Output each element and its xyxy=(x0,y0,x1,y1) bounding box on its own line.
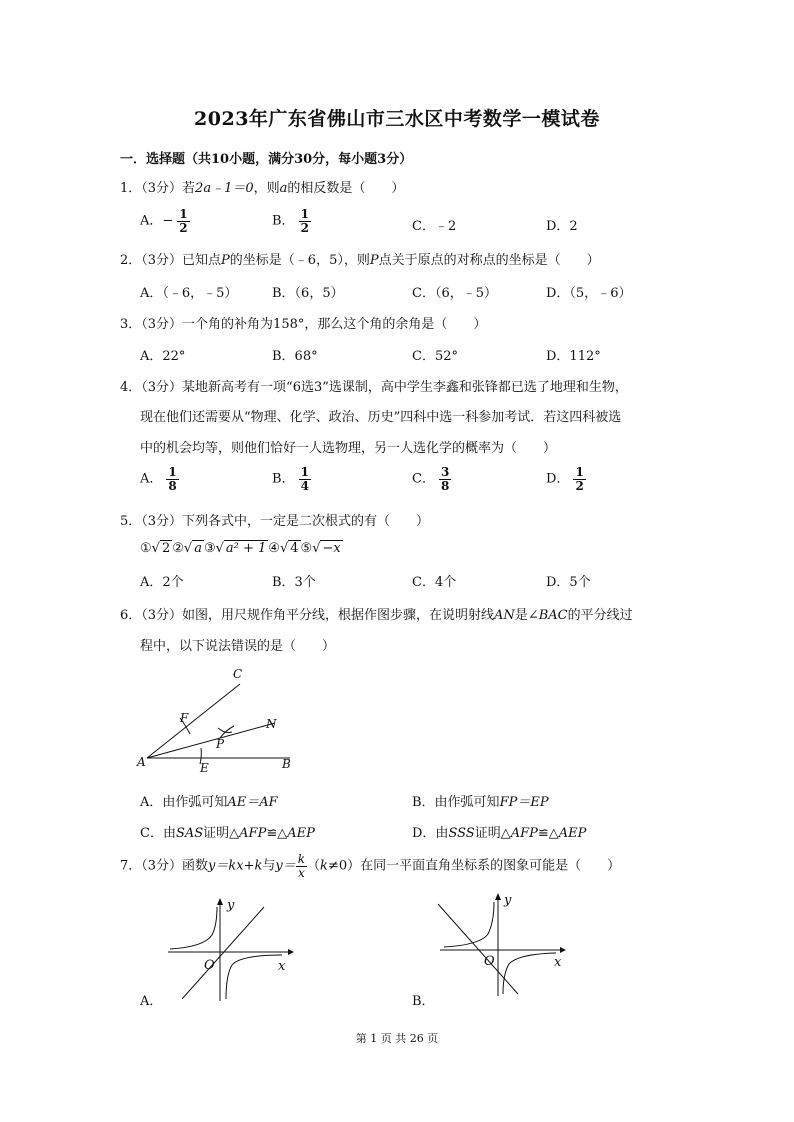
point-p: P xyxy=(221,253,230,268)
option-text: 证明△ xyxy=(474,826,511,841)
denominator: 2 xyxy=(575,478,584,493)
graph-option-a xyxy=(160,895,295,1005)
q4-option-d xyxy=(546,466,586,492)
constant-k: k xyxy=(320,858,328,874)
q1-text: ，则 xyxy=(253,181,280,196)
q1-variable: a xyxy=(279,181,288,196)
q5-option-a: A．2个 xyxy=(140,575,184,590)
numerator: 1 xyxy=(300,465,309,479)
ray-an-line xyxy=(147,723,275,758)
fraction xyxy=(166,466,178,492)
hyperbola-branch-upper-left xyxy=(444,902,494,947)
q5-expression-list: ①√ 2 ②√ a ③√ a² + 1 ④√ 4 ⑤√ −x xyxy=(140,541,341,556)
question-4-line-3: 中的机会均等，则他们恰好一人选物理，另一人选化学的概率为（ ） xyxy=(140,441,557,456)
option-text: A．由作弧可知 xyxy=(140,795,228,810)
denominator: 8 xyxy=(440,478,450,493)
minus-sign: − xyxy=(162,213,174,229)
page-title: 2023年广东省佛山市三水区中考数学一模试卷 xyxy=(194,108,600,130)
linear-graph xyxy=(438,904,518,994)
q6-text: 6．（3分）如图，用尺规作角平分线，根据作图步骤，在说明射线 xyxy=(120,608,495,623)
denominator: 8 xyxy=(168,478,177,493)
option-formula: AEP xyxy=(558,826,587,841)
option-formula: SSS xyxy=(448,826,475,841)
q3-option-d: D．112° xyxy=(546,349,601,364)
q2-text: 2．（3分）已知点 xyxy=(120,253,222,268)
numerator: 1 xyxy=(300,207,309,221)
label-e: E xyxy=(200,761,209,775)
label-f: F xyxy=(180,711,189,725)
option-label: C． xyxy=(412,471,435,487)
section-heading: 一．选择题（共10小题，满分30分，每小题3分） xyxy=(120,152,413,167)
x-axis-arrow xyxy=(560,947,566,953)
q7-text: 7．（3分）函数 xyxy=(120,858,209,874)
option-formula: AFP xyxy=(510,826,538,841)
q3-option-b: B．68° xyxy=(272,349,318,364)
circled-number: ③ xyxy=(203,541,216,556)
point-p: P xyxy=(369,253,379,268)
y-label: y xyxy=(504,893,512,908)
question-7-stem xyxy=(120,853,620,879)
q1-text: 1．（3分）若 xyxy=(120,181,196,196)
question-6-line-2: 程中，以下说法错误的是（ ） xyxy=(140,639,336,654)
numerator: 1 xyxy=(168,465,177,479)
linear-graph xyxy=(182,907,264,999)
q6-option-c xyxy=(140,822,315,841)
option-text: D．由 xyxy=(412,826,449,841)
q6-text: 的平分线过 xyxy=(567,608,633,623)
ray-an: AN xyxy=(494,608,515,623)
question-4-line-2: 现在他们还需要从“物理、化学、政治、历史”四科中选一科参加考试．若这四科被选 xyxy=(140,410,622,425)
q5-option-c: C．4个 xyxy=(412,575,457,590)
x-label: x xyxy=(554,955,562,970)
graph-option-b xyxy=(432,890,572,1000)
q2-option-d: D．（5，﹣6） xyxy=(546,286,632,301)
option-label: A． xyxy=(140,471,163,487)
label-p: P xyxy=(216,737,225,751)
label-n: N xyxy=(266,717,277,731)
q1-option-b xyxy=(272,208,311,234)
option-formula: SAS xyxy=(175,826,204,841)
denominator: x xyxy=(298,865,305,880)
question-2-stem xyxy=(120,249,600,268)
radicand: 4 xyxy=(290,541,299,556)
option-label: B． xyxy=(272,213,295,229)
numerator: 1 xyxy=(179,207,188,221)
fraction xyxy=(299,466,311,492)
q7-option-a: A． xyxy=(140,994,163,1009)
y-label: y xyxy=(227,898,235,913)
option-text: ≌△ xyxy=(537,826,559,841)
linear-function: y＝kx+k xyxy=(208,858,263,874)
inverse-function: y＝ xyxy=(275,858,296,874)
fraction xyxy=(296,853,307,879)
hyperbola-branch-upper-left xyxy=(170,907,217,949)
denominator: 4 xyxy=(300,478,309,493)
ray-ac xyxy=(147,684,240,758)
q4-option-c xyxy=(412,466,451,492)
numerator: k xyxy=(297,852,306,866)
q2-option-c: C．（6，﹣5） xyxy=(412,286,497,301)
q1-text: 的相反数是（ ） xyxy=(287,181,405,196)
q1-option-a xyxy=(140,208,190,234)
question-3-stem: 3．（3分）一个角的补角为158°，那么这个角的余角是（ ） xyxy=(120,317,487,332)
fraction xyxy=(177,208,189,234)
circled-number: ② xyxy=(172,541,184,556)
question-4-line-1: 4．（3分）某地新高考有一项“6选3”选课制，高中学生李鑫和张锋都已选了地理和生物， xyxy=(120,380,628,395)
denominator: 2 xyxy=(300,220,309,235)
angle-bisector-figure xyxy=(130,660,310,780)
page-footer: 第 1 页 共 26 页 xyxy=(355,1032,439,1045)
option-label: D． xyxy=(546,471,570,487)
q1-option-c: C．﹣2 xyxy=(412,219,457,234)
q3-option-c: C．52° xyxy=(412,349,458,364)
q7-option-b: B． xyxy=(412,994,435,1009)
q6-option-b xyxy=(412,791,549,810)
angle-bac: BAC xyxy=(538,608,568,623)
hyperbola-branch-lower-right xyxy=(503,953,556,994)
q6-option-d xyxy=(412,822,586,841)
option-label: B． xyxy=(272,471,295,487)
origin-label: O xyxy=(204,958,215,973)
fraction xyxy=(439,466,451,492)
q2-text: 的坐标是（﹣6，5），则 xyxy=(229,253,370,268)
question-6-line-1 xyxy=(120,604,633,623)
origin-label: O xyxy=(484,954,495,969)
label-c: C xyxy=(233,667,243,681)
option-formula: AE＝AF xyxy=(227,795,278,810)
q2-text: 点关于原点的对称点的坐标是（ ） xyxy=(378,253,600,268)
option-label: A． xyxy=(140,213,163,229)
y-axis-arrow xyxy=(495,893,501,900)
hyperbola-branch-lower-right xyxy=(226,955,282,999)
q7-text: （ xyxy=(307,858,321,874)
q6-option-a xyxy=(140,791,278,810)
q1-option-d: D．2 xyxy=(546,219,578,234)
q3-option-a: A．22° xyxy=(140,349,186,364)
x-label: x xyxy=(278,959,286,974)
numerator: 3 xyxy=(440,465,450,479)
option-text: ≌△ xyxy=(266,826,288,841)
q5-option-d: D．5个 xyxy=(546,575,591,590)
q2-option-a: A．（﹣6，﹣5） xyxy=(140,286,238,301)
radicand: −x xyxy=(322,541,341,556)
fraction xyxy=(573,466,585,492)
question-5-stem: 5．（3分）下列各式中，一定是二次根式的有（ ） xyxy=(120,514,430,529)
label-b: B xyxy=(282,757,291,771)
option-text: B．由作弧可知 xyxy=(412,795,500,810)
option-formula: AFP xyxy=(239,826,267,841)
option-text: 证明△ xyxy=(203,826,240,841)
denominator: 2 xyxy=(179,220,188,235)
q5-option-b: B．3个 xyxy=(272,575,316,590)
q4-option-a xyxy=(140,466,179,492)
option-formula: FP＝EP xyxy=(499,795,549,810)
circled-number: ④ xyxy=(268,541,280,556)
q6-text: 是∠ xyxy=(514,608,539,623)
radicand: a xyxy=(194,541,202,556)
radicand: 2 xyxy=(161,541,171,556)
question-1-stem xyxy=(120,177,404,196)
y-axis-arrow xyxy=(217,898,223,905)
circled-number: ⑤ xyxy=(300,541,313,556)
numerator: 1 xyxy=(575,465,584,479)
q2-option-b: B．（6，5） xyxy=(272,286,344,301)
option-formula: AEP xyxy=(287,826,315,841)
x-axis-arrow xyxy=(288,949,294,955)
q7-text: ≠0）在同一平面直角坐标系的图象可能是（ ） xyxy=(327,858,621,874)
fraction xyxy=(299,208,311,234)
q7-text: 与 xyxy=(262,858,276,874)
q4-option-b xyxy=(272,466,311,492)
option-text: C．由 xyxy=(140,826,176,841)
circled-number: ① xyxy=(140,541,152,556)
radicand: a² + 1 xyxy=(225,541,267,556)
q1-equation: 2a﹣1＝0 xyxy=(195,181,254,196)
label-a: A xyxy=(137,755,146,769)
